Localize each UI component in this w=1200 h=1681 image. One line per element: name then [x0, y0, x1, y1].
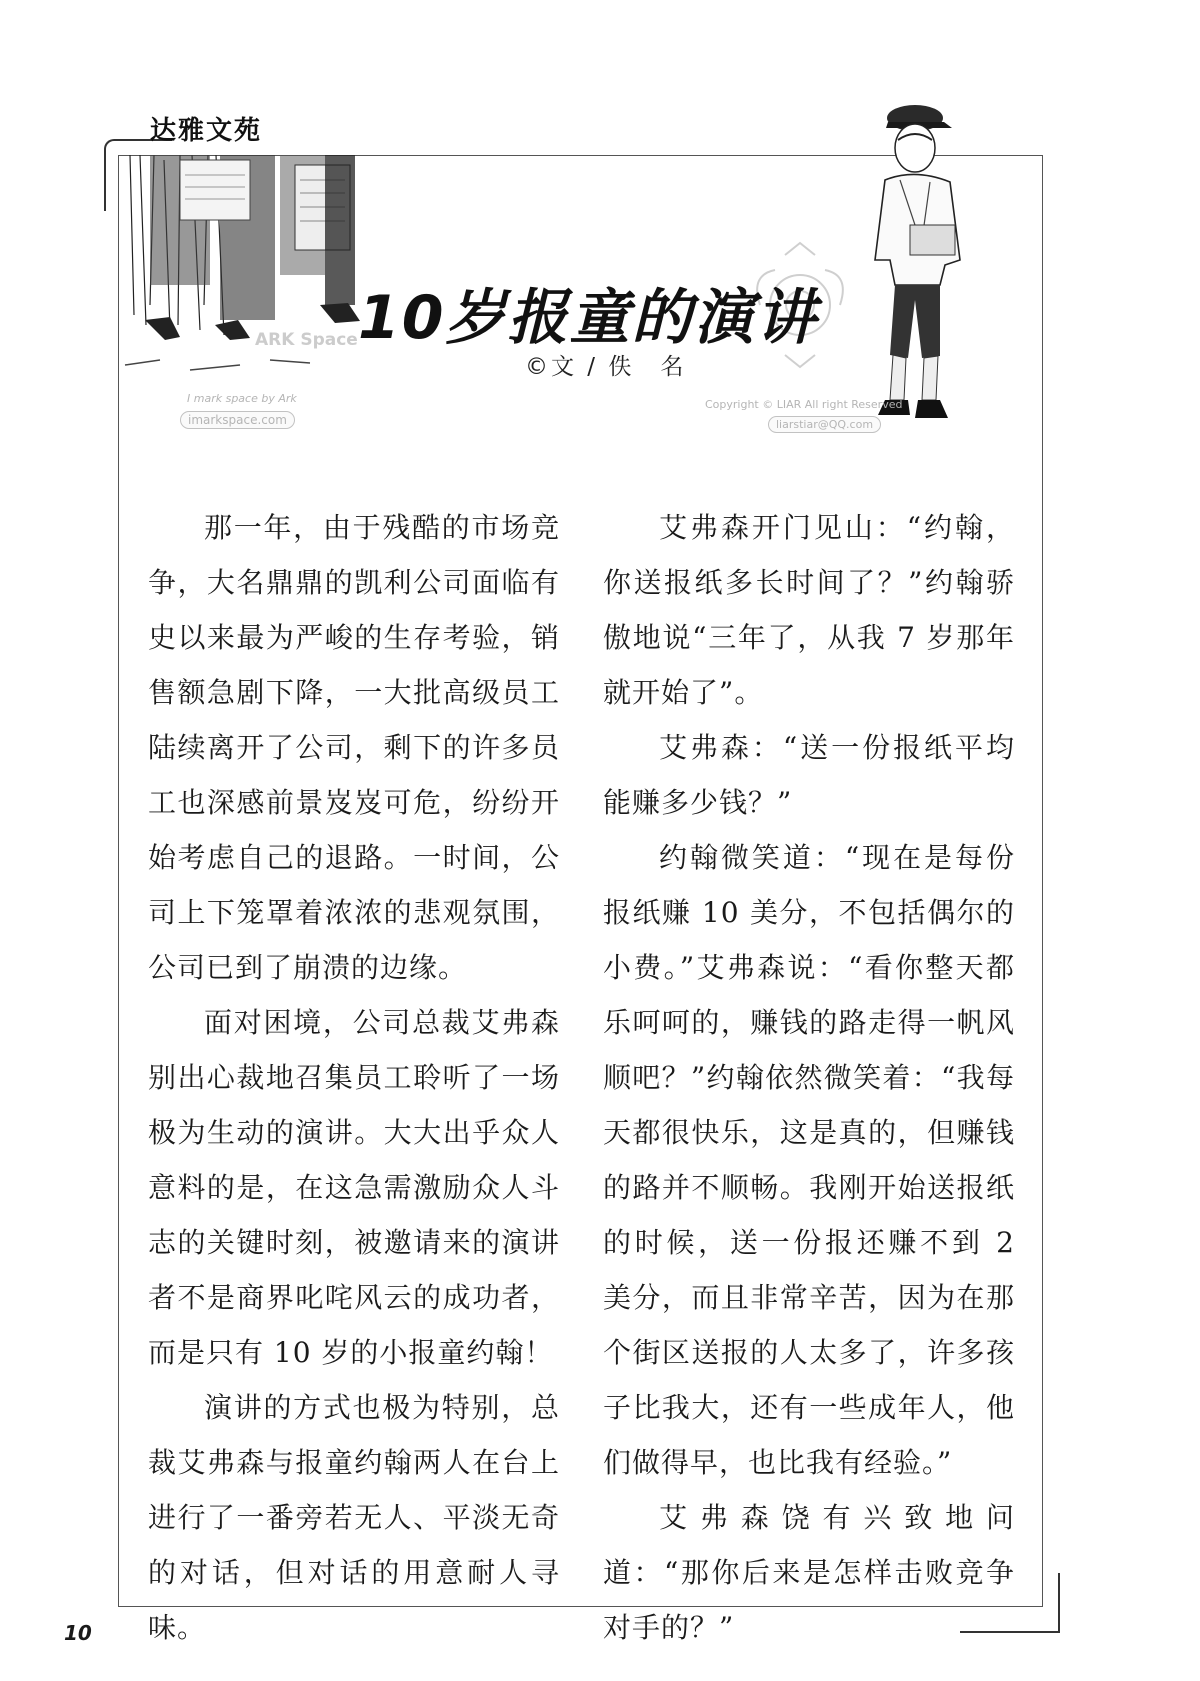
watermark-logo-left: ARK Space	[255, 330, 358, 350]
watermark-copyright-right: Copyright © LIAR All right Reserved	[705, 398, 903, 411]
article-title: 10岁报童的演讲	[358, 283, 818, 353]
newsboy-illustration	[860, 100, 1010, 445]
article-column-right	[603, 500, 1015, 1655]
paragraph: 那一年，由于残酷的市场竞争，大名鼎鼎的凯利公司面临有史以来最为严峻的生存考验，销售额急剧下降，一大批高级员工陆续离开了公司，剩下的许多员工也深感前景岌岌可危，纷纷开始考虑自己的退路。一时间，公司上下笼罩着浓浓的悲观氛围，公司已到了崩溃的边缘。	[148, 511, 560, 984]
watermark-tagline-left: I mark space by Ark	[187, 392, 297, 405]
paragraph: 艾弗森开门见山：“约翰，你送报纸多长时间了？”约翰骄傲地说“三年了，从我 7 岁那年就开始了”。	[603, 511, 1015, 709]
paragraph: 艾弗森：“送一份报纸平均能赚多少钱？”	[603, 731, 1015, 819]
watermark-url-left: imarkspace.com	[180, 411, 295, 429]
page-number: 10	[64, 1621, 92, 1645]
watermark-email-right: liarstiar@QQ.com	[768, 416, 881, 433]
paragraph: 面对困境，公司总裁艾弗森别出心裁地召集员工聆听了一场极为生动的演讲。大大出乎众人意料的是，在这急需激励众人斗志的关键时刻，被邀请来的演讲者不是商界叱咤风云的成功者，而是只有 10 岁的小报童约翰！	[148, 1006, 560, 1369]
crowd-legs-illustration	[120, 155, 390, 405]
section-label: 达雅文苑	[150, 116, 263, 146]
paragraph: 约翰微笑道：“现在是每份报纸赚 10 美分，不包括偶尔的小费。”艾弗森说：“看你整天都乐呵呵的，赚钱的路走得一帆风顺吧？”约翰依然微笑着：“我每天都很快乐，这是真的，但赚钱的路并不顺畅。我刚开始送报纸的时候，送一份报还赚不到 2 美分，而且非常辛苦，因为在那个街区送报的人太多了，许多孩子比我大，还有一些成年人，他们做得早，也比我有经验。”	[603, 841, 1015, 1479]
paragraph: 艾弗森饶有兴致地问道：“那你后来是怎样击败竞争对手的？”	[603, 1501, 1015, 1644]
article-column-left	[148, 500, 560, 1655]
corner-bracket-bottom-right-vertical	[1058, 1573, 1060, 1631]
article-byline: ©文 / 佚 名	[525, 354, 687, 380]
paragraph: 演讲的方式也极为特别，总裁艾弗森与报童约翰两人在台上进行了一番旁若无人、平淡无奇的对话，但对话的用意耐人寻味。	[148, 1391, 560, 1644]
